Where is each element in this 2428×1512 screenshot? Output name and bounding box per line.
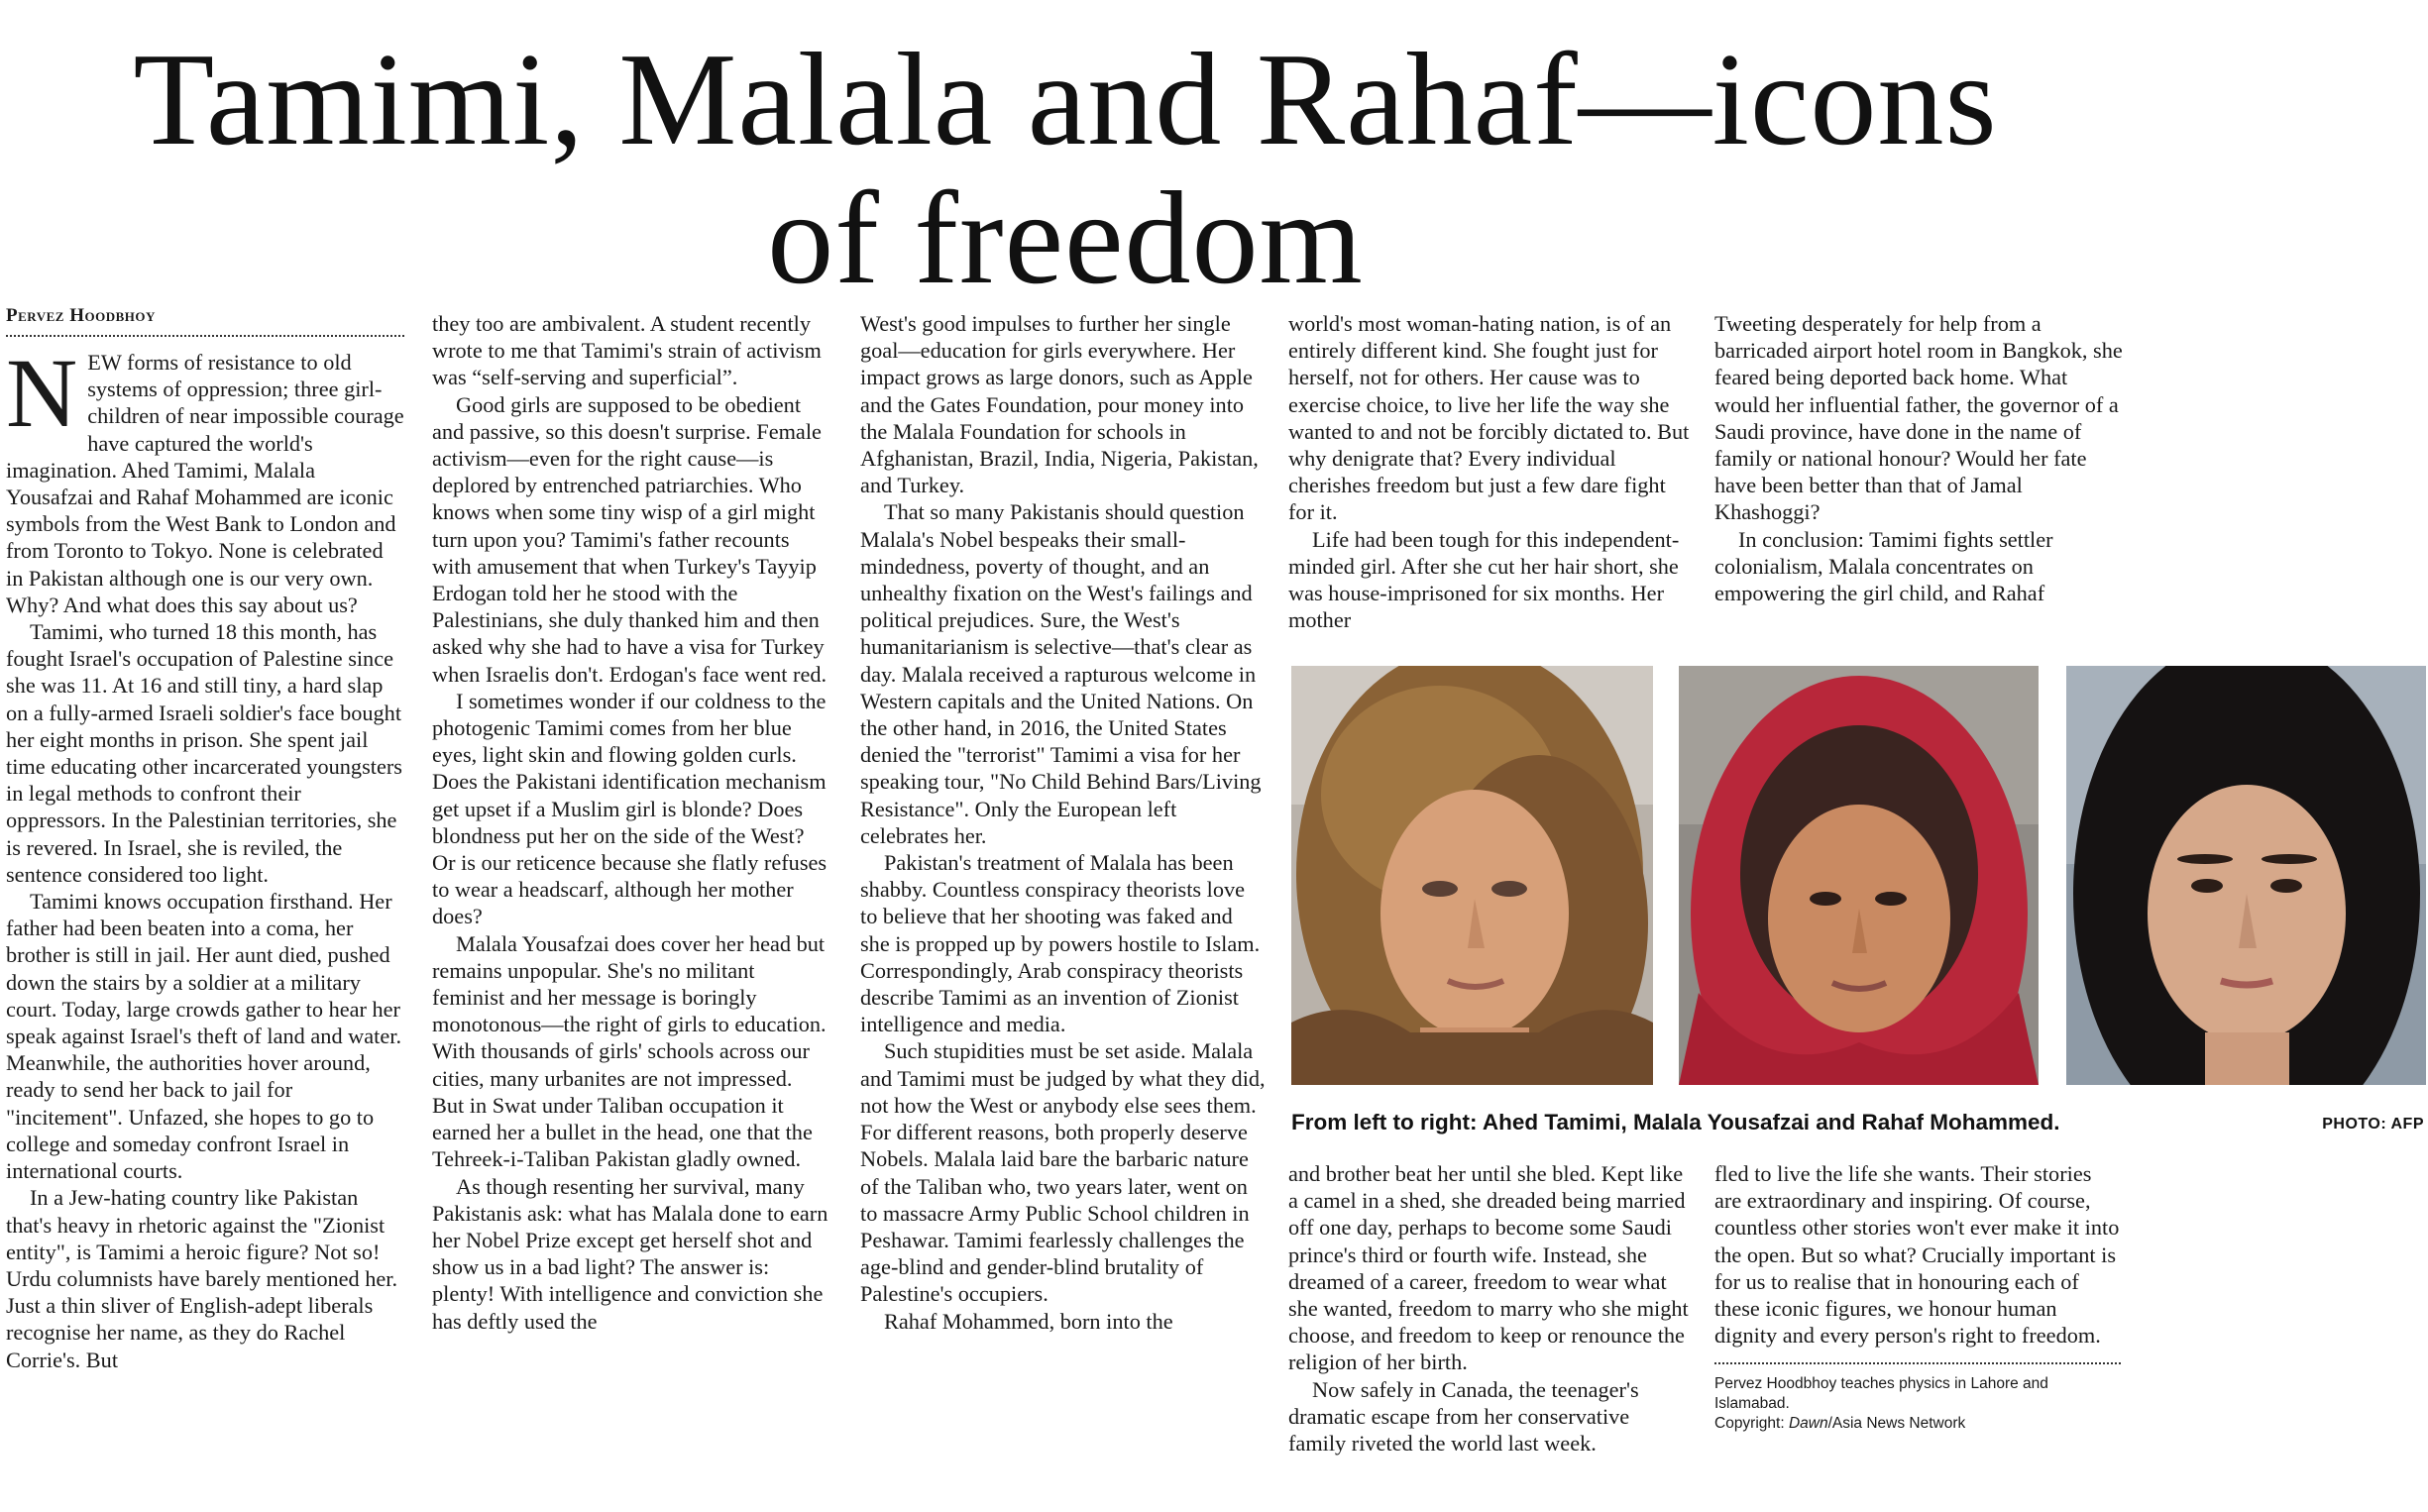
body-paragraph: they too are ambivalent. A student recently wrote to me that Tamimi's strain of activism was “self-serving and superficial”. — [432, 311, 822, 390]
body-paragraph: world's most woman-hating nation, is of an entirely different kind. She fought just for herself, not for others. Her cause was to exercise choice, to live her life the way she wanted to and not be forcibly dictated to. But why denigrate that? Every individual cherishes freedom but just a few dare fight for it. — [1288, 311, 1690, 525]
body-paragraph: Tamimi, who turned 18 this month, has fought Israel's occupation of Palestine since she was 11. At 16 and still tiny, a hard slap on a fully-armed Israeli soldier's face bought her eight months in prison. She spent jail time educating other incarcerated youngsters in legal methods to confront their oppressors. In the Palestinian territories, she is revered. In Israel, she is reviled, the sentence considered too light. — [6, 619, 402, 887]
body-paragraph: As though resenting her survival, many Pakistanis ask: what has Malala done to earn her Nobel Prize except get herself shot and show us in a bad light? The answer is: plenty! With intelligence and conviction she has deftly used the — [432, 1173, 828, 1334]
lede-text: EW forms of resistance to old systems of oppression; three girl-children of near impossible courage have captured the world's imagination. Ahed Tamimi, Malala Yousafzai and Rahaf Mohammed are iconic symbols from the West Bank to London and from Toronto to Tokyo. None is celebrated in Pakistan although one is our very own. Why? And what does this say about us? — [6, 350, 404, 617]
body-paragraph: Tweeting desperately for help from a barricaded airport hotel room in Bangkok, she feared being deported back home. What would her influential father, the governor of a Saudi province, have done in the name of family or national honour? Would her fate have been better than that of Jamal Khashoggi? — [1714, 311, 2123, 525]
column-2 — [432, 310, 828, 1335]
column-4-top — [1288, 310, 1690, 633]
body-paragraph: That so many Pakistanis should question Malala's Nobel bespeaks their small-mindedness, poverty of thought, and an unhealthy fixation on the West's failings and political prejudices. Sure, the West's humanitarianism is selective—that's clear as day. Malala received a rapturous welcome in Western capitals and the United Nations. On the other hand, in 2016, the United States denied the "terrorist" Tamimi a visa for her speaking tour, "No Child Behind Bars/Living Resistance". Only the European left celebrates her. — [860, 499, 1262, 848]
body-paragraph: Tamimi knows occupation firsthand. Her father had been beaten into a coma, her brother is still in jail. Her aunt died, pushed down the stairs by a soldier at a military court. Today, large crowds gather to hear her speak against Israel's theft of land and water. Meanwhile, the authorities hover around, ready to send her back to jail for "incitement". Unfazed, she hopes to go to college and someday confront Israel in international courts. — [6, 889, 402, 1184]
photo-caption: From left to right: Ahed Tamimi, Malala Yousafzai and Rahaf Mohammed. — [1291, 1110, 2060, 1134]
column-5-bottom — [1714, 1160, 2121, 1434]
photo-credit-source: AFP — [2390, 1116, 2424, 1133]
portrait-1-image — [1291, 666, 1653, 1085]
body-paragraph: Malala Yousafzai does cover her head but remains unpopular. She's no militant feminist and her message is boringly monotonous—the right of girls to education. With thousands of girls' schools across our cities, many urbanites are not impressed. But in Swat under Taliban occupation it earned her a bullet in the head, one that the Tehreek-i-Taliban Pakistan gladly owned. — [432, 930, 827, 1172]
copyright-line — [1714, 1414, 2121, 1434]
body-paragraph: fled to live the life she wants. Their stories are extraordinary and inspiring. Of course, countless other stories won't ever make it into the open. But so what? Crucially important is for us to realise that in honouring each of these iconic figures, we honour human dignity and every person's right to freedom. — [1714, 1161, 2120, 1349]
body-paragraph: In a Jew-hating country like Pakistan that's heavy in rhetoric against the "Zionist entity", is Tamimi a heroic figure? Not so! Urdu columnists have barely mentioned her. Just a thin sliver of English-adept liberals recognise her name, as they do Rachel Corrie's. But — [6, 1185, 398, 1372]
drop-cap: N — [6, 338, 78, 448]
copyright-prefix: Copyright: — [1714, 1415, 1789, 1433]
lede-paragraph — [6, 338, 404, 618]
author-bio: Pervez Hoodbhoy teaches physics in Lahore and Islamabad. — [1714, 1375, 2048, 1413]
body-paragraph: I sometimes wonder if our coldness to the photogenic Tamimi comes from her blue eyes, light skin and flowing golden curls. Does the Pakistani identification mechanism get upset if a Muslim girl is blonde? Does blondness put her on the side of the West? Or is our reticence because she flatly refuses to wear a headscarf, although her mother does? — [432, 688, 828, 929]
column-5-top — [1714, 310, 2126, 606]
photo-rahaf-mohammed — [2066, 666, 2426, 1085]
photo-credit — [2322, 1116, 2424, 1134]
headline — [0, 26, 2131, 311]
column-4-bottom — [1288, 1160, 1690, 1457]
column-3 — [860, 310, 1267, 1335]
body-paragraph: Rahaf Mohammed, born into the — [884, 1308, 1173, 1334]
byline: Pervez Hoodbhoy — [6, 305, 404, 337]
body-paragraph: Pakistan's treatment of Malala has been shabby. Countless conspiracy theorists love to believe that her shooting was faked and she is propped up by powers hostile to Islam. Correspondingly, Arab conspiracy theorists describe Tamimi as an invention of Zionist intelligence and media. — [860, 850, 1261, 1037]
body-paragraph: and brother beat her until she bled. Kept like a camel in a shed, she dreaded being married off one day, perhaps to become some Saudi prince's third or fourth wife. Instead, she dreamed of a career, freedom to wear what she wanted, freedom to marry who she might choose, and freedom to keep or renounce the religion of her birth. — [1288, 1161, 1689, 1375]
photo-strip — [1291, 666, 2426, 1087]
author-footnote — [1714, 1362, 2121, 1434]
portrait-3-image — [2066, 666, 2426, 1085]
body-paragraph: Such stupidities must be set aside. Malala and Tamimi must be judged by what they did, not how the West or anybody else sees them. For different reasons, both properly deserve Nobels. Malala laid bare the barbaric nature of the Taliban who, two years later, went on to massacre Army Public School children in Peshawar. Tamimi fearlessly challenges the age-blind and gender-blind brutality of Palestine's occupiers. — [860, 1038, 1266, 1307]
photo-malala-yousafzai — [1679, 666, 2039, 1085]
body-paragraph: Now safely in Canada, the teenager's dramatic escape from her conservative family riveted the world last week. — [1288, 1376, 1639, 1457]
body-paragraph: Good girls are supposed to be obedient and passive, so this doesn't surprise. Female activism—even for the right cause—is deplored by entrenched patriarchies. Who knows when some tiny wisp of a girl might turn upon you? Tamimi's father recounts with amusement that when Turkey's Tayyip Erdogan told her he stood with the Palestinians, she duly thanked him and then asked why she had to have a visa for Turkey when Israelis don't. Erdogan's face went red. — [432, 391, 828, 687]
column-1 — [6, 305, 404, 1373]
body-paragraph: In conclusion: Tamimi fights settler colonialism, Malala concentrates on empowering the girl child, and Rahaf — [1714, 526, 2053, 606]
headline-line-2: of freedom — [767, 164, 1364, 311]
photo-credit-label: PHOTO: — [2322, 1116, 2391, 1133]
body-paragraph: Life had been tough for this independent-minded girl. After she cut her hair short, she was house-imprisoned for six months. Her mother — [1288, 526, 1680, 633]
portrait-2-image — [1679, 666, 2039, 1085]
headline-line-1: Tamimi, Malala and Rahaf—icons — [133, 26, 1998, 172]
copyright-source: Dawn — [1788, 1415, 1828, 1433]
photo-ahed-tamimi — [1291, 666, 1653, 1085]
body-paragraph: West's good impulses to further her single goal—education for girls everywhere. Her impact grows as large donors, such as Apple and the Gates Foundation, pour money into the Malala Foundation for schools in Afghanistan, Brazil, India, Nigeria, Pakistan, and Turkey. — [860, 311, 1259, 498]
copyright-suffix: /Asia News Network — [1827, 1415, 1966, 1433]
